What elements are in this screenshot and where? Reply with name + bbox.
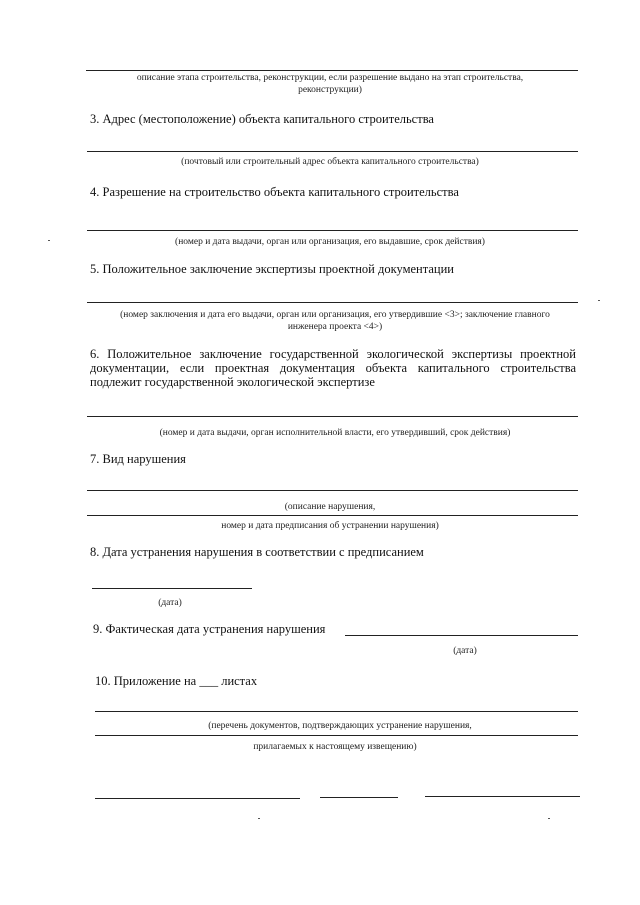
signature-line-signature <box>320 797 398 798</box>
fill-line-permit <box>87 230 578 231</box>
signature-line-position <box>95 798 300 799</box>
heading-violation-type: 7. Вид нарушения <box>90 452 186 466</box>
scan-speck <box>258 818 260 819</box>
fill-line-address <box>87 151 578 152</box>
caption-attachment-enclosed: прилагаемых к настоящему извещению) <box>253 742 417 752</box>
caption-violation-description: (описание нарушения, <box>284 502 376 512</box>
fill-line-fix-date-order <box>92 588 252 589</box>
caption-fix-date-order: (дата) <box>158 598 182 608</box>
caption-permit: (номер и дата выдачи, орган или организация, его выдавшие, срок действия) <box>175 237 485 247</box>
heading-ecological-expertise: 6. Положительное заключение государственной экологической экспертизы проектной документации, если проектная документация объекта капитального строительства подлежит государственной экологической экспертизе <box>90 347 576 389</box>
fill-line-violation-1 <box>87 490 578 491</box>
heading-fix-date-order: 8. Дата устранения нарушения в соответствии с предписанием <box>90 545 424 559</box>
heading-expertise: 5. Положительное заключение экспертизы проектной документации <box>90 262 454 276</box>
scan-speck <box>548 818 550 819</box>
caption-actual-fix-date: (дата) <box>453 646 477 656</box>
fill-line-violation-2 <box>87 515 578 516</box>
heading-address: 3. Адрес (местоположение) объекта капитального строительства <box>90 112 434 126</box>
heading-attachment: 10. Приложение на ___ листах <box>95 674 258 688</box>
caption-ecological: (номер и дата выдачи, орган исполнительной власти, его утвердивший, срок действия) <box>159 428 511 438</box>
caption-expertise: (номер заключения и дата его выдачи, орган или организация, его утвердившие <3>; заключение главного инженера проекта <4>) <box>120 310 550 332</box>
caption-stage-description: описание этапа строительства, реконструкции, если разрешение выдано на этап строительства, реконструкции) <box>136 73 524 95</box>
fill-line-attachment-2 <box>95 735 578 736</box>
fill-line-stage <box>86 70 578 71</box>
scan-speck <box>48 240 50 241</box>
scan-speck <box>598 300 600 301</box>
heading-permit: 4. Разрешение на строительство объекта капитального строительства <box>90 185 459 199</box>
fill-line-attachment-1 <box>95 711 578 712</box>
caption-violation-order: номер и дата предписания об устранении нарушения) <box>221 521 439 531</box>
caption-address: (почтовый или строительный адрес объекта капитального строительства) <box>181 157 479 167</box>
fill-line-ecological <box>87 416 578 417</box>
fill-line-expertise <box>87 302 578 303</box>
heading-actual-fix-date: 9. Фактическая дата устранения нарушения <box>93 622 326 636</box>
fill-line-actual-fix-date <box>345 635 578 636</box>
signature-line-name <box>425 796 580 797</box>
caption-attachment-list: (перечень документов, подтверждающих устранение нарушения, <box>208 721 472 731</box>
